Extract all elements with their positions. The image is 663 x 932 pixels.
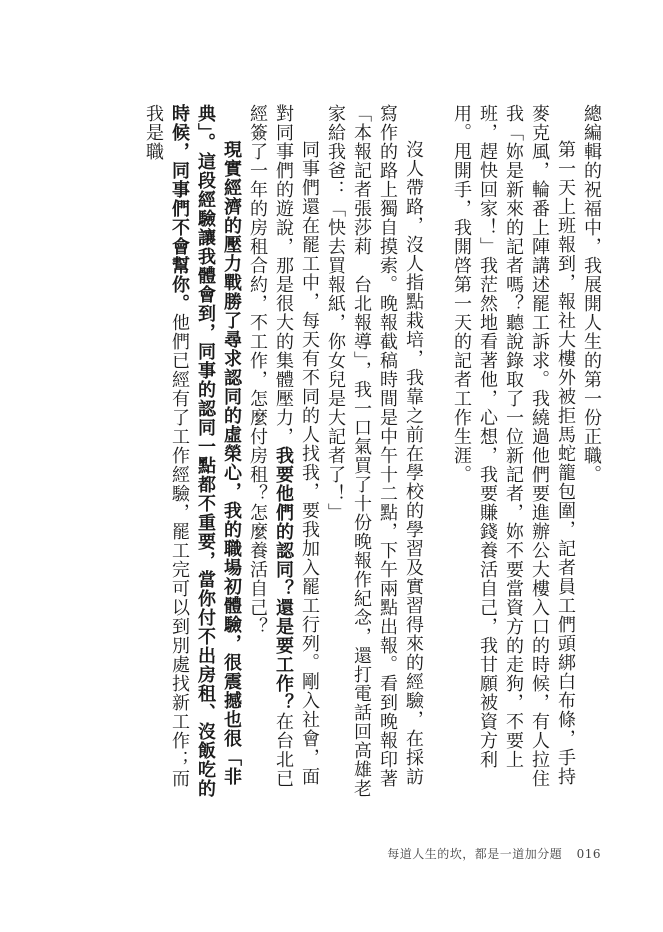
- paragraph-4-tail: 在台北已經簽了一年的房租合約，不工作，怎麼付房租？怎麼養活自己？: [247, 104, 294, 788]
- page-number: 016: [576, 847, 601, 861]
- paragraph-1: 總編輯的祝福中，我展開人生的第一份正職。: [581, 104, 602, 484]
- paragraph-4: [244, 104, 322, 804]
- paragraph-5-tail: 他們已經有了工作經驗，罷工完可以到別處找新工作；而我是職: [143, 104, 190, 788]
- paragraph-4-text: 同事們還在罷工中，每天有不同的人找我，要我加入罷工行列。剛入社會，面對同事們的遊說，那是很大的集體壓力，: [273, 104, 320, 786]
- running-footer: [387, 845, 601, 862]
- paragraph-3: 沒人帶路，沒人指點栽培，我靠之前在學校的學習及實習得來的經驗，在採訪寫作的路上獨自摸索。晚報截稿時間是中午十二點，下午兩點出報。看到晚報印著「本報記者張莎莉 台北報導」，我一口氣買了十份晚報作紀念，還打電話回高雄老家給我爸：「快去買報紙，你女兒是大記者了！」: [325, 104, 424, 798]
- paragraph-4-emphasis: 我要他們的認同？還是要工作？: [273, 446, 294, 712]
- vertical-text-body: [110, 104, 604, 804]
- paragraph-2: 第一天上班報到，報社大樓外被拒馬蛇籠包圍，記者員工們頭綁白布條，手持麥克風，輪番上陣講述罷工訴求。我繞過他們要進辦公大樓入口的時候，有人拉住我「妳是新來的記者嗎？聽說錄取了一位新記者，妳不要當資方的走狗，不要上班，趕快回家！」我茫然地看著他，心想，我要賺錢養活自己，我甘願被資方利用。甩開手，我開啓第一天的記者工作生涯。: [451, 104, 576, 788]
- paragraph-5-emphasis: 現實經濟的壓力戰勝了尋求認同的虛榮心，我的職場初體驗，很震撼也很「非典」。這段經驗讓我體會到，同事的認同一點都不重要，當你付不出房租、沒飯吃的時候，同事們不會幫你。: [169, 104, 242, 798]
- running-title: 每道人生的坎，都是一道加分題: [387, 847, 563, 861]
- paragraph-5: [140, 104, 244, 804]
